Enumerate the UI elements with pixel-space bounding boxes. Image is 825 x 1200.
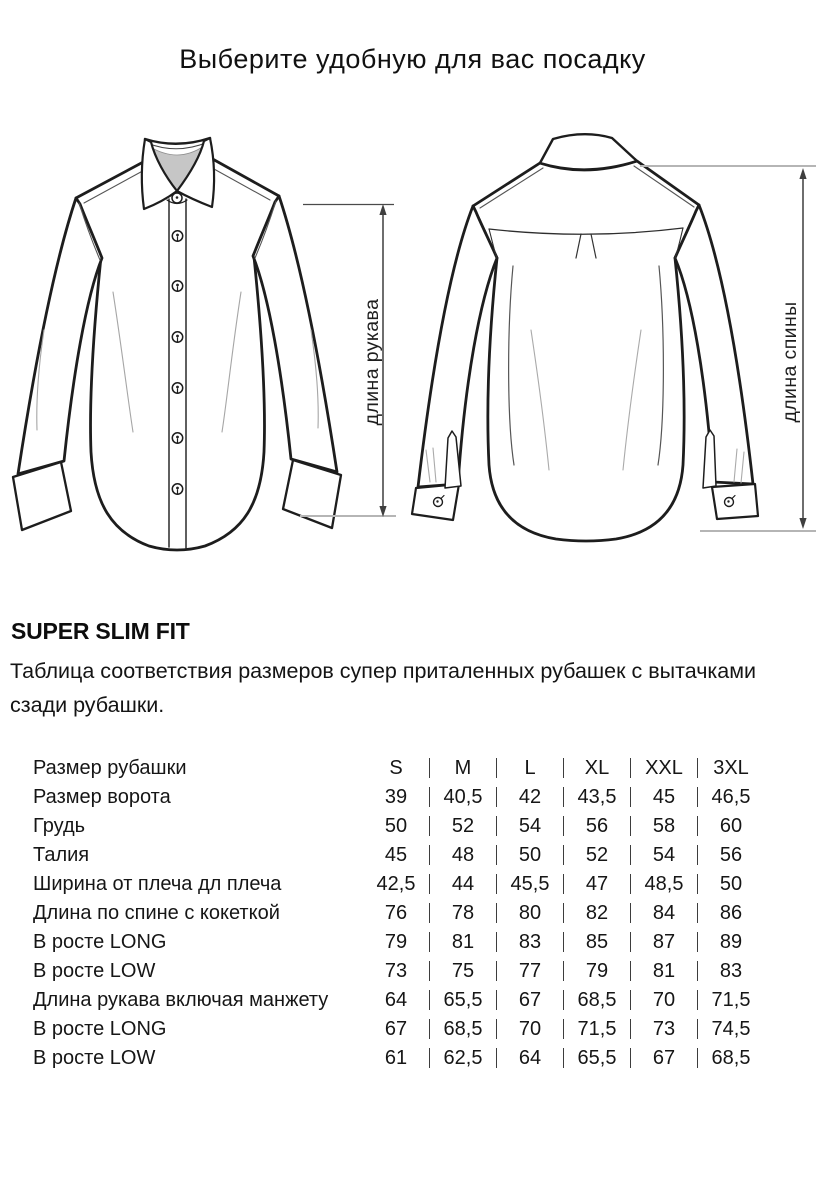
row-value: L <box>496 758 563 778</box>
row-value: 58 <box>630 816 697 836</box>
row-value: 74,5 <box>697 1019 764 1039</box>
row-value: 68,5 <box>697 1048 764 1068</box>
row-label: Ширина от плеча дл плеча <box>33 873 282 895</box>
front-shirt-drawing <box>13 138 341 550</box>
fit-heading: SUPER SLIM FIT <box>11 618 190 644</box>
row-label: Размер рубашки <box>33 757 187 779</box>
table-row <box>33 1019 764 1039</box>
row-value: 65,5 <box>429 990 496 1010</box>
row-value: 45,5 <box>496 874 563 894</box>
table-row <box>33 990 764 1010</box>
row-value: 64 <box>496 1048 563 1068</box>
row-value: 45 <box>630 787 697 807</box>
row-value: 52 <box>563 845 630 865</box>
row-value: XL <box>563 758 630 778</box>
row-value: 50 <box>384 815 408 837</box>
row-value: 71,5 <box>697 990 764 1010</box>
row-value: 76 <box>384 902 408 924</box>
table-row <box>33 961 764 981</box>
table-row <box>33 1048 764 1068</box>
row-value: 68,5 <box>563 990 630 1010</box>
row-value: 81 <box>429 932 496 952</box>
row-value: 50 <box>496 845 563 865</box>
row-value: 78 <box>429 903 496 923</box>
row-label: В росте LONG <box>33 931 167 953</box>
front-collar <box>142 138 214 209</box>
back-collar <box>540 134 637 169</box>
size-table-body <box>33 758 764 1068</box>
sleeve-length-label: длина рукава <box>361 298 383 426</box>
table-row <box>33 845 764 865</box>
row-value: 81 <box>630 961 697 981</box>
row-value: 43,5 <box>563 787 630 807</box>
row-value: 83 <box>496 932 563 952</box>
row-value: 87 <box>630 932 697 952</box>
row-value: 45 <box>384 844 408 866</box>
row-value: 48,5 <box>630 874 697 894</box>
row-value: 62,5 <box>429 1048 496 1068</box>
row-value: 50 <box>697 874 764 894</box>
row-value: S <box>389 757 403 779</box>
row-value: 64 <box>384 989 408 1011</box>
row-value: 82 <box>563 903 630 923</box>
row-value: 73 <box>630 1019 697 1039</box>
page-title: Выберите удобную для вас посадку <box>179 44 646 74</box>
row-value: 68,5 <box>429 1019 496 1039</box>
row-value: 46,5 <box>697 787 764 807</box>
row-value: 67 <box>496 990 563 1010</box>
row-value: 70 <box>496 1019 563 1039</box>
fit-description: Таблица соответствия размеров супер приталенных рубашек с вытачками сзади рубашки. <box>10 659 757 717</box>
row-label: В росте LONG <box>33 1018 167 1040</box>
row-value: 56 <box>697 845 764 865</box>
row-value: 60 <box>697 816 764 836</box>
row-value: 73 <box>384 960 408 982</box>
row-value: 47 <box>563 874 630 894</box>
row-value: 48 <box>429 845 496 865</box>
table-row <box>33 874 764 894</box>
table-row <box>33 903 764 923</box>
row-label: Длина рукава включая манжету <box>33 989 329 1011</box>
row-value: 84 <box>630 903 697 923</box>
back-right-cuff <box>712 484 758 519</box>
row-value: XXL <box>630 758 697 778</box>
size-table <box>33 749 764 1077</box>
row-value: 77 <box>496 961 563 981</box>
row-value: 71,5 <box>563 1019 630 1039</box>
row-label: В росте LOW <box>33 1047 156 1069</box>
row-label: В росте LOW <box>33 960 156 982</box>
row-value: M <box>429 758 496 778</box>
row-value: 83 <box>697 961 764 981</box>
row-value: 61 <box>384 1047 408 1069</box>
row-label: Грудь <box>33 815 86 837</box>
row-value: 67 <box>384 1018 408 1040</box>
row-value: 42,5 <box>376 873 416 895</box>
row-value: 40,5 <box>429 787 496 807</box>
table-row <box>33 758 764 778</box>
back-shirt-drawing <box>412 134 758 541</box>
row-value: 54 <box>496 816 563 836</box>
row-value: 85 <box>563 932 630 952</box>
row-value: 39 <box>384 786 408 808</box>
row-value: 52 <box>429 816 496 836</box>
row-value: 42 <box>496 787 563 807</box>
row-value: 80 <box>496 903 563 923</box>
table-row <box>33 932 764 952</box>
row-label: Талия <box>33 844 90 866</box>
row-value: 65,5 <box>563 1048 630 1068</box>
row-value: 75 <box>429 961 496 981</box>
table-row <box>33 787 764 807</box>
row-value: 89 <box>697 932 764 952</box>
row-value: 86 <box>697 903 764 923</box>
row-label: Длина по спине с кокеткой <box>33 902 280 924</box>
row-value: 67 <box>630 1048 697 1068</box>
row-value: 44 <box>429 874 496 894</box>
back-length-label: длина спины <box>779 301 801 423</box>
row-value: 54 <box>630 845 697 865</box>
row-value: 3XL <box>697 758 764 778</box>
table-row <box>33 816 764 836</box>
row-label: Размер ворота <box>33 786 171 808</box>
row-value: 70 <box>630 990 697 1010</box>
row-value: 56 <box>563 816 630 836</box>
back-right-sleeve-placket <box>703 430 716 488</box>
row-value: 79 <box>384 931 408 953</box>
row-value: 79 <box>563 961 630 981</box>
